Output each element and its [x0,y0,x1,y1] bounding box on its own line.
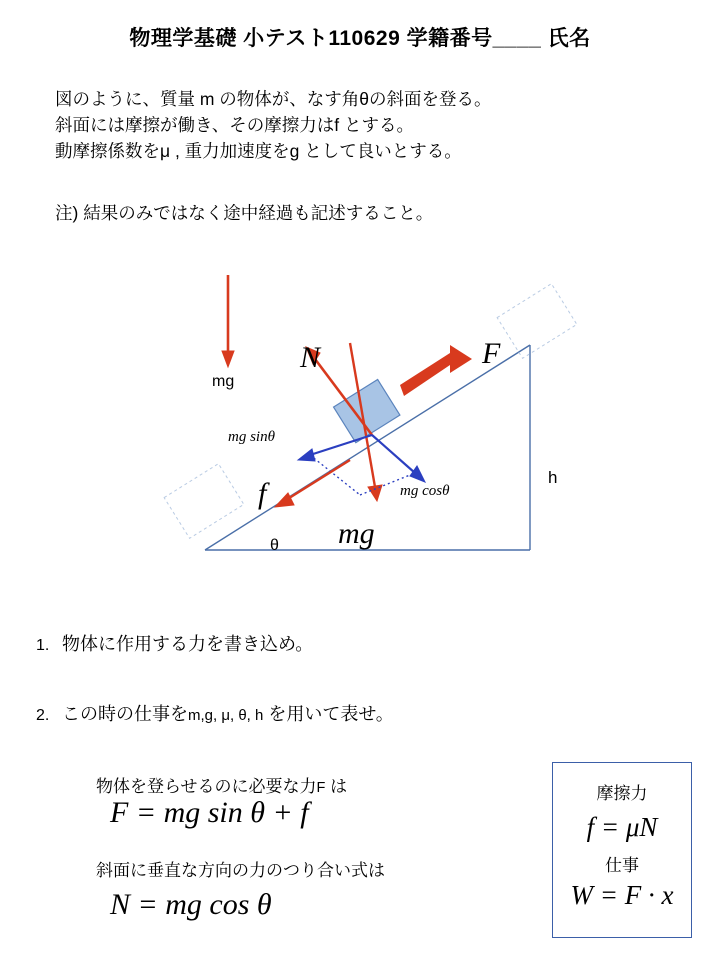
question-1 [36,630,313,656]
question-1-number: 1. [36,637,50,654]
label-mg-cos: mg cosθ [400,483,450,499]
question-2-variables: m,g, μ, θ, h [188,707,264,724]
answer-line-1-c: は [325,777,348,796]
incline-figure [110,255,630,585]
label-mg-sin: mg sinθ [228,429,275,445]
intro-line-1: 図のように、質量 m の物体が、なす角θの斜面を登る。 [55,89,492,109]
question-2-number: 2. [36,707,50,724]
question-2-text-c: を用いて表せ。 [263,704,394,724]
placeholder-box-left [164,464,244,539]
equation-normal: N = mg cos θ [110,888,272,921]
label-angle: θ [270,537,279,554]
answer-line-1-symbol: F [316,780,326,796]
hint-label-work: 仕事 [605,856,639,875]
question-1-text: 物体に作用する力を書き込め。 [62,634,314,654]
answer-line-1-a: 物体を登らせるのに必要な力 [96,777,317,796]
label-weight: mg [338,517,375,550]
hint-formula-friction: f = μN [586,812,658,842]
label-gravity-arrow: mg [212,373,235,390]
intro-line-3: 動摩擦係数をμ , 重力加速度をg として良いとする。 [55,141,462,161]
label-height: h [548,468,558,487]
friction-arrow [275,460,350,507]
label-friction: f [258,477,267,510]
mg-sin-component-arrow [298,435,372,461]
answer-line-1 [96,772,347,797]
intro-line-2: 斜面には摩擦が働き、その摩擦力はf とする。 [55,115,415,135]
page-title: 物理学基礎 小テスト110629 学籍番号____ 氏名 [129,27,591,50]
answer-line-2: 斜面に垂直な方向の力のつり合い式は [96,861,385,880]
label-applied-force: F [482,337,501,370]
hint-label-friction: 摩擦力 [596,784,648,803]
placeholder-box-right [497,284,577,359]
label-normal-force: N [300,341,321,374]
question-2 [36,700,394,726]
gravity-arrow-top [222,275,234,367]
hint-formula-work: W = F · x [570,880,674,910]
mg-cos-component-arrow [372,435,425,482]
equation-force: F = mg sin θ + f [110,796,309,829]
note-text: 注) 結果のみではなく途中経過も記述すること。 [55,203,434,223]
intro-text [55,86,492,164]
question-2-text-a: この時の仕事を [62,704,188,724]
hint-box [552,762,692,938]
